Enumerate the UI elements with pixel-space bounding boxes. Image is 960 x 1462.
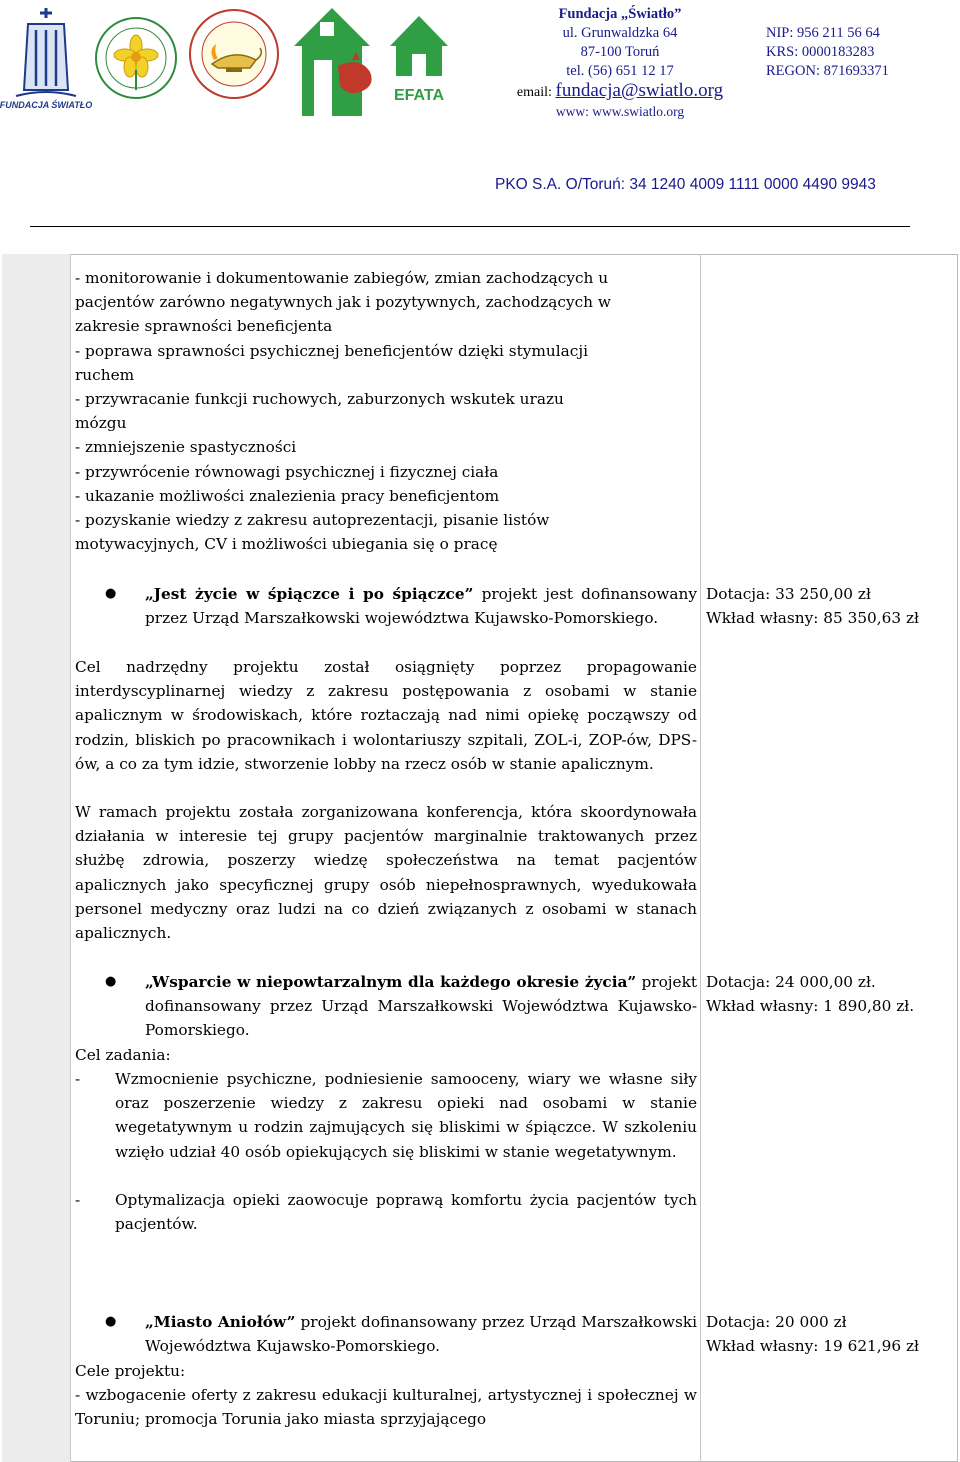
list-item: - monitorowanie i dokumentowanie zabiegów, zmian zachodzących u	[75, 269, 609, 287]
krs: KRS: 0000183283	[766, 44, 875, 60]
address: ul. Grunwaldzka 64	[562, 25, 678, 41]
project-2-goal-item: Wzmocnienie psychiczne, podniesienie samooceny, wiary we własne siły oraz poszerzenie wiedzy z zakresu opieki nad osobami w stanie wegetatywnym u rodzin zajmujących się bliskimi w śpiączce. W szkoleniu wzięło udział 40 osób opiekujących się bliskimi w stanie wegetatywnym.	[115, 1070, 697, 1161]
list-dash: -	[75, 1191, 81, 1209]
efata-logo	[382, 2, 456, 124]
grant-amount: Dotacja: 33 250,00 zł	[706, 585, 871, 603]
list-item: motywacyjnych, CV i możliwości ubiegania się o pracę	[75, 535, 498, 554]
project-2-heading	[105, 970, 697, 1043]
project-1-heading	[105, 582, 697, 630]
column-divider	[70, 254, 71, 1462]
project-2-funding	[706, 970, 954, 1018]
intro-list	[75, 266, 697, 556]
grant-amount: Dotacja: 20 000 zł	[706, 1313, 847, 1331]
list-item: - przywracanie funkcji ruchowych, zaburzonych wskutek urazu	[75, 390, 564, 409]
own-contribution: Wkład własny: 19 621,96 zł	[706, 1337, 919, 1356]
postal-city: 87-100 Toruń	[580, 44, 660, 60]
akademia-walki-z-rakiem-logo	[92, 2, 180, 120]
grant-amount: Dotacja: 24 000,00 zł.	[706, 973, 876, 991]
website-link[interactable]: www: www.swiatlo.org	[555, 104, 685, 119]
kaganek-logo	[184, 2, 284, 120]
svg-text:EFATA: EFATA	[393, 87, 445, 104]
project-2-description: projekt dofinansowany przez Urząd Marszałkowski Województwa Kujawsko-Pomorskiego.	[145, 973, 697, 1040]
email-link[interactable]: fundacja@swiatlo.org	[555, 80, 724, 101]
nip: NIP: 956 211 56 64	[766, 25, 880, 41]
organization-contact	[470, 5, 770, 121]
project-3-description: projekt dofinansowany przez Urząd Marszałkowski Województwa Kujawsko-Pomorskiego.	[145, 1313, 698, 1356]
project-1-title: „Jest życie w śpiączce i po śpiączce”	[145, 585, 474, 603]
bank-account: PKO S.A. O/Toruń: 34 1240 4009 1111 0000 4490 9943	[495, 176, 876, 193]
svg-text:FUNDACJA ŚWIATŁO: FUNDACJA ŚWIATŁO	[0, 100, 93, 110]
project-1-description: projekt jest dofinansowany przez Urząd Marszałkowski województwa Kujawsko-Pomorskiego.	[145, 585, 697, 628]
project-2-goal-label: Cel zadania:	[75, 1046, 171, 1064]
list-item: mózgu	[75, 414, 127, 433]
email-row	[470, 81, 770, 102]
project-1-paragraph-2: W ramach projektu została zorganizowana konferencja, która skoordynowała działania w interesie tej grupy pacjentów marginalnie traktowanych przez służbę zdrowia, poszerzy wiedzę społeczeństwa na temat pacjentów apalicznych jako specyficznej grupy osób niepełnosprawnych, wyedukowała personel medyczny oraz ludzi na co dzień związanych z osobami w stanach apalicznych.	[75, 803, 697, 943]
email-label: email:	[516, 85, 552, 100]
registry-info	[766, 24, 936, 81]
list-dash: -	[75, 1070, 81, 1088]
house-logo	[290, 2, 382, 124]
regon: REGON: 871693371	[766, 63, 889, 79]
list-item: - pozyskanie wiedzy z zakresu autoprezentacji, pisanie listów	[75, 511, 550, 530]
own-contribution: Wkład własny: 1 890,80 zł.	[706, 997, 915, 1016]
project-2-title: „Wsparcie w niepowtarzalnym dla każdego okresie życia”	[145, 973, 637, 991]
project-3-heading	[105, 1310, 698, 1358]
own-contribution: Wkład własny: 85 350,63 zł	[706, 609, 919, 628]
header-divider	[30, 226, 910, 227]
list-item: - poprawa sprawności psychicznej beneficjentów dzięki stymulacji	[75, 341, 588, 360]
project-1-paragraph-1: Cel nadrzędny projektu został osiągnięty poprzez propagowanie interdyscyplinarnej wiedzy z zakresu postępowania z osobami w stanie apalicznym w środowiskach, które roztaczają nad nimi opiekę począwszy od rodzin, bliskich po pracownikach i wolontariuszy szpitali, ZOL-i, ZOP-ów, DPS-ów, a co za tym idzie, stworzenie lobby na rzecz osób w stanie apalicznym.	[75, 658, 697, 773]
project-3-goal-label: Cele projektu:	[75, 1362, 186, 1380]
project-3-title: „Miasto Aniołów”	[145, 1313, 296, 1331]
bullet-icon: ●	[105, 586, 117, 601]
table-left-column	[2, 254, 70, 1462]
list-item: ruchem	[75, 365, 135, 384]
project-1-funding	[706, 582, 954, 630]
project-2-goal-item: Optymalizacja opieki zaowocuje poprawą komfortu życia pacjentów tych pacjentów.	[115, 1191, 697, 1234]
list-item: zakresie sprawności beneficjenta	[75, 317, 333, 336]
phone: tel. (56) 651 12 17	[566, 63, 674, 79]
list-item: - przywrócenie równowagi psychicznej i fizycznej ciała	[75, 462, 499, 481]
column-divider	[700, 254, 701, 1462]
project-3-funding	[706, 1310, 954, 1358]
fundacja-swiatlo-logo	[0, 4, 93, 128]
organization-name: Fundacja „Światło”	[558, 6, 682, 22]
project-3-goal-text: - wzbogacenie oferty z zakresu edukacji kulturalnej, artystycznej i społecznej w Toruniu; promocja Torunia jako miasta sprzyjającego	[75, 1386, 697, 1429]
bullet-icon: ●	[105, 1314, 117, 1329]
bullet-icon: ●	[105, 974, 117, 989]
list-item: pacjentów zarówno negatywnych jak i pozytywnych, zachodzących w	[75, 293, 611, 312]
list-item: - zmniejszenie spastyczności	[75, 438, 297, 457]
list-item: - ukazanie możliwości znalezienia pracy beneficjentom	[75, 486, 500, 505]
